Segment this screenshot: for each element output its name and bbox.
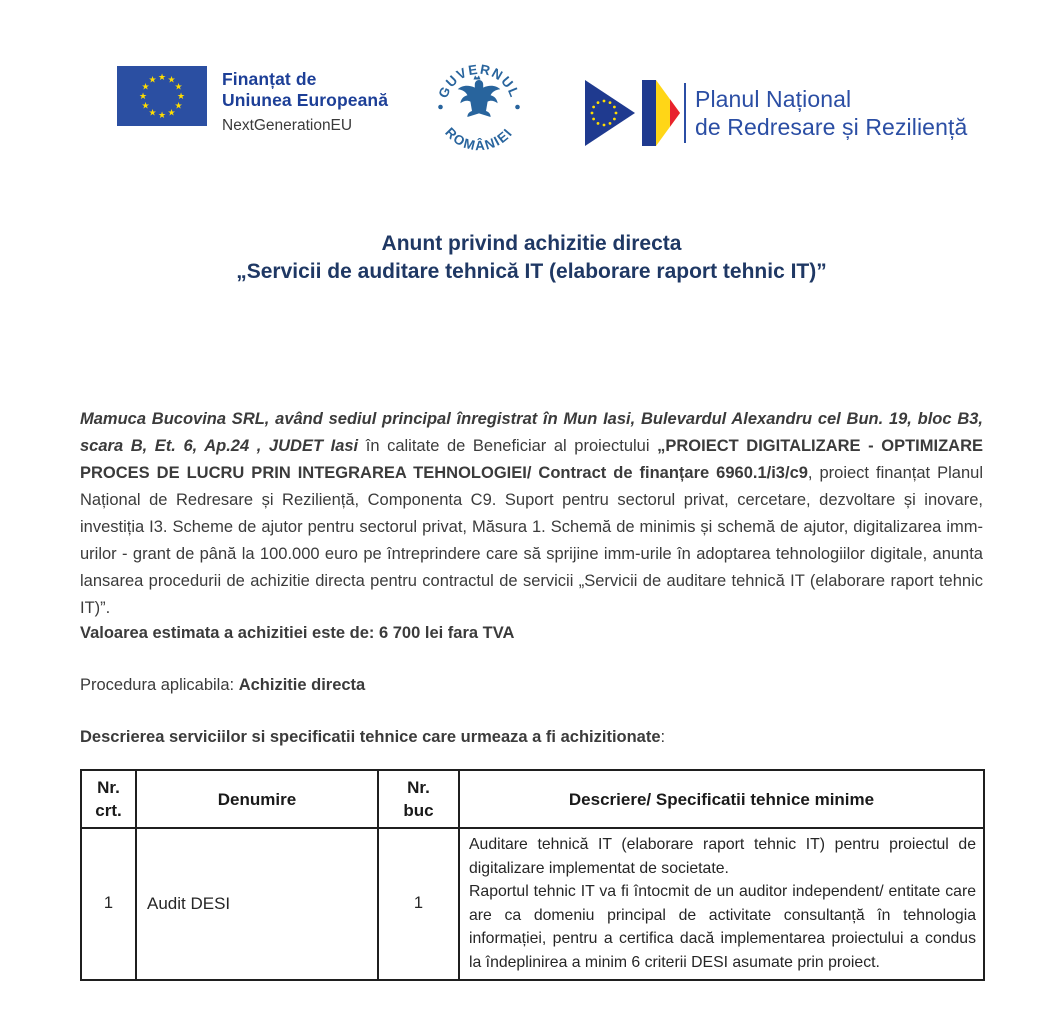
cell-nr-crt: 1 (81, 828, 136, 980)
pnrr-logo (585, 77, 967, 149)
procedure-line (80, 676, 365, 695)
eu-flag-icon (117, 66, 207, 126)
descriere-paragraph-1: Auditare tehnică IT (elaborare raport tehnic IT) pentru proiectul de digitalizare implementat de societate. (469, 836, 976, 877)
services-description-heading-colon: : (660, 728, 666, 746)
svg-text:ROMÂNIEI (442, 125, 516, 154)
seal-eagle-icon (458, 76, 500, 118)
svg-text:★: ★ (174, 82, 183, 93)
col-header-nr-buc: Nr. buc (378, 770, 459, 828)
services-description-heading-text: Descrierea serviciilor si specificatii tehnice care urmeaza a fi achizitionate (80, 728, 661, 746)
pnrr-logo-line2: de Redresare și Reziliență (695, 114, 968, 140)
svg-text:★: ★ (167, 75, 176, 86)
intro-text-1: în calitate de Beneficiar al proiectului (358, 437, 658, 455)
seal-bottom-text: ROMÂNIEI (442, 124, 516, 154)
gov-romania-seal-icon (427, 55, 531, 159)
col-header-denumire: Denumire (136, 770, 378, 828)
specifications-table (80, 769, 985, 981)
table-row (81, 828, 984, 980)
svg-text:★: ★ (138, 92, 148, 103)
seal-top-text: GUVERNUL (435, 61, 523, 101)
gov-romania-seal (427, 55, 531, 164)
svg-text:★: ★ (157, 111, 167, 122)
project-name: „PROIECT DIGITALIZARE - OPTIMIZARE PROCES DE LUCRU PRIN INTEGRAREA TEHNOLOGIEI/ Contract de finanțare 6960.1/i3/c9 (80, 437, 983, 482)
svg-text:★: ★ (141, 82, 150, 93)
procedure-label: Procedura aplicabila: (80, 676, 239, 694)
svg-text:★: ★ (141, 101, 150, 112)
procedure-value: Achizitie directa (238, 676, 366, 694)
svg-text:★: ★ (148, 108, 157, 119)
pnrr-arrows-icon (585, 77, 687, 149)
svg-text:★: ★ (174, 101, 183, 112)
beneficiary-name: Mamuca Bucovina SRL, având sediul principal înregistrat în Mun Iasi, Bulevardul Alexandru cel Bun. 19, bloc B3, scara B, Et. 6, Ap.24 , JUDET Iasi (80, 410, 983, 455)
table-header-row (81, 770, 984, 828)
intro-text-2: , proiect finanțat Planul Național de Redresare și Reziliență, Componenta C9. Suport pentru sectorul privat, cercetare, dezvoltare și inovare, investiția I3. Scheme de ajutor pentru sectorul privat, Măsura 1. Schemă de minimis și schemă de ajutor, digitalizarea imm-urilor - grant de până la 100.000 euro pe întreprindere care să sprijine imm-urile în adoptarea tehnologiilor digitale, anunta lansarea procedurii de achizitie directa pentru contractul de servicii „Servicii de auditare tehnică IT (elaborare raport tehnic IT)”. (80, 464, 983, 617)
descriere-paragraph-2: Raportul tehnic IT va fi întocmit de un auditor independent/ entitate care are ca domeniu principal de activitate consultanță în tehnologia informației, pentru a certifica dacă implementarea proiectului a condus la îndeplinirea a minim 6 criterii DESI asumate prin proiect. (469, 883, 976, 971)
pnrr-logo-line1: Planul Național (695, 85, 852, 112)
document-title-line1: Anunt privind achizitie directa (381, 232, 682, 255)
col-header-nr-crt: Nr. crt. (81, 770, 136, 828)
eu-funding-logo (117, 66, 388, 135)
svg-text:★: ★ (176, 92, 186, 103)
document-title (0, 230, 1063, 286)
svg-text:★: ★ (167, 108, 176, 119)
cell-nr-buc: 1 (378, 828, 459, 980)
services-description-heading (80, 728, 665, 747)
svg-text:★: ★ (157, 73, 167, 84)
intro-paragraph (80, 406, 983, 622)
document-title-line2: „Servicii de auditare tehnică IT (elaborare raport tehnic IT)” (236, 260, 827, 283)
svg-text:★: ★ (148, 75, 157, 86)
eu-logo-line1: Finanțat de (222, 69, 317, 89)
eu-logo-line2: Uniunea Europeană (222, 90, 389, 110)
col-header-descriere: Descriere/ Specificatii tehnice minime (459, 770, 984, 828)
cell-descriere (459, 828, 984, 980)
cell-denumire: Audit DESI (136, 828, 378, 980)
estimated-value-line: Valoarea estimata a achizitiei este de: 6 700 lei fara TVA (80, 624, 515, 642)
eu-logo-line3: NextGenerationEU (222, 117, 353, 134)
